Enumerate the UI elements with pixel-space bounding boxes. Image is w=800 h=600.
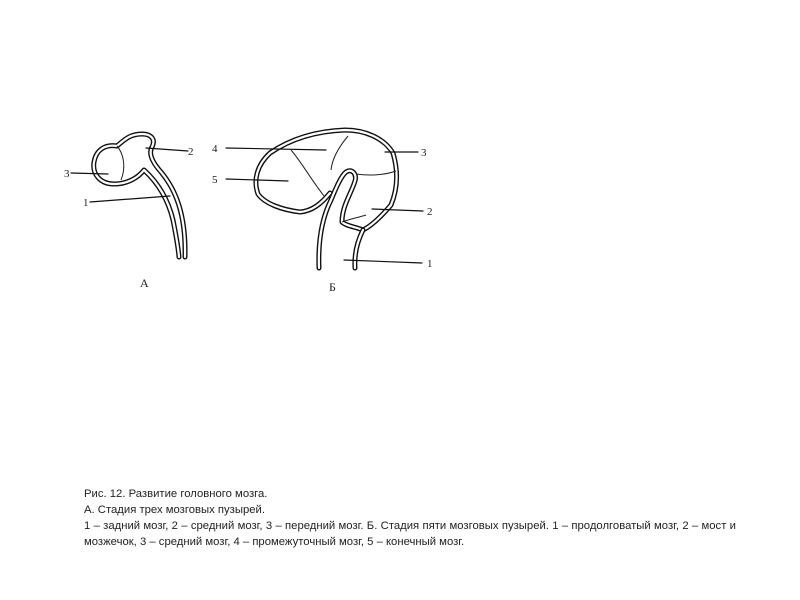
panel-a-letter: А [140, 276, 149, 290]
panel-a-label-2: 2 [188, 146, 194, 158]
panel-a-label-3: 3 [64, 168, 70, 180]
panel-b-label-3: 3 [421, 147, 427, 159]
caption-body: 1 – задний мозг, 2 – средний мозг, 3 – передний мозг. Б. Стадия пяти мозговых пузырей. 1 – продолговатый мозг, 2 – мост и мозжечок, 3 – средний мозг, 4 – промежуточный мозг, 5 – конечный мозг. [84, 520, 736, 548]
caption-title: Рис. 12. Развитие головного мозга. [84, 488, 268, 500]
panel-b-letter: Б [329, 280, 336, 294]
panel-b-drawing [226, 130, 423, 268]
panel-a-drawing [71, 134, 188, 257]
figure-caption [84, 486, 736, 550]
panel-b-label-4: 4 [212, 143, 218, 155]
panel-b-label-1: 1 [427, 258, 433, 270]
panel-b-label-5: 5 [212, 174, 218, 186]
caption-stage-a: А. Стадия трех мозговых пузырей. [84, 504, 265, 516]
panel-a-label-1: 1 [83, 197, 89, 209]
panel-b-label-2: 2 [427, 206, 433, 218]
